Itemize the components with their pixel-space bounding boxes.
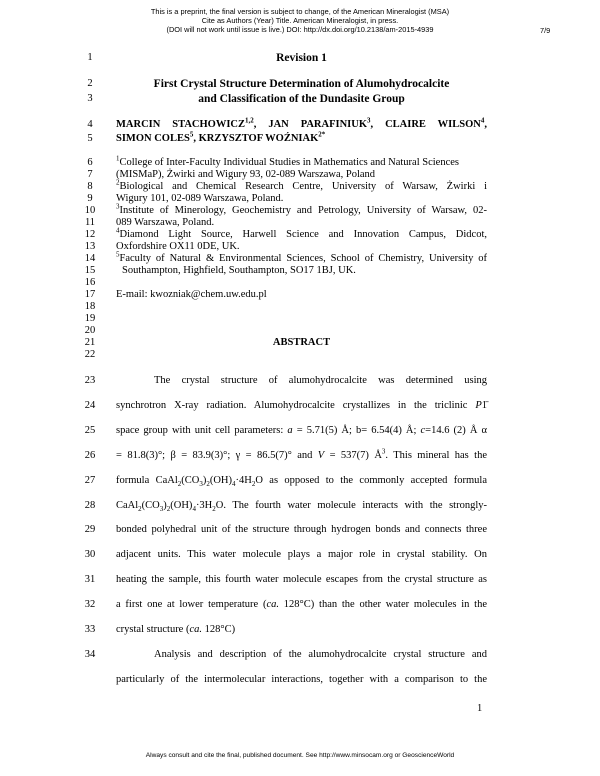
preprint-line-1: This is a preprint, the final version is subject to change, of the American Mineralogist (MSA) bbox=[150, 7, 450, 16]
affiliation-5-line-1 bbox=[116, 250, 487, 265]
line-number: 10 bbox=[84, 205, 96, 216]
affiliation-5-line-2: Southampton, Highfield, Southampton, SO17 1BJ, UK. bbox=[122, 265, 356, 276]
line-number: 14 bbox=[84, 253, 96, 264]
text-run: 128°C) bbox=[202, 624, 236, 635]
subscript: 2 bbox=[251, 480, 256, 489]
text-run: (OH) bbox=[170, 500, 193, 511]
line-number: 13 bbox=[84, 241, 96, 252]
footer-notice: Always consult and cite the final, published document. See http://www.minsocam.org or GeoscienceWorld bbox=[145, 752, 455, 759]
text-run: ca. bbox=[266, 599, 280, 610]
subscript: 3 bbox=[159, 505, 164, 514]
affiliation-2-line-2: Wigury 101, 02-089 Warszawa, Poland. bbox=[116, 193, 284, 204]
space-group-symbol: 1̄ bbox=[481, 400, 487, 411]
space-group-symbol: P bbox=[475, 400, 482, 411]
line-number: 32 bbox=[84, 599, 96, 610]
line-number: 30 bbox=[84, 549, 96, 560]
text-run: synchrotron X-ray radiation. Alumohydrocalcite crystallizes in the triclinic bbox=[116, 400, 476, 411]
line-number: 24 bbox=[84, 400, 96, 411]
affiliation-mark: 4 bbox=[116, 226, 120, 235]
preprint-line-3: (DOI will not work until issue is live.) DOI: http://dx.doi.org/10.2138/am-2015-4939 bbox=[166, 25, 434, 34]
affiliation-4-line-2: Oxfordshire OX11 0DE, UK. bbox=[116, 241, 240, 252]
affiliation-1-line-2: (MISMaP), Żwirki and Wigury 93, 02-089 Warszawa, Poland bbox=[116, 169, 376, 180]
text-run: . This mineral has the bbox=[385, 450, 487, 461]
abstract-line-24 bbox=[116, 425, 487, 437]
affiliation-mark: 3 bbox=[116, 202, 120, 211]
subscript: 4 bbox=[192, 505, 196, 514]
subscript: 2 bbox=[177, 480, 182, 489]
text-run: (CO bbox=[181, 475, 200, 486]
abstract-line-31 bbox=[116, 599, 487, 611]
text-run: (CO bbox=[141, 500, 160, 511]
subscript: 2 bbox=[138, 505, 142, 514]
line-number: 17 bbox=[84, 289, 96, 300]
line-number: 16 bbox=[84, 277, 96, 288]
text-run: space group with unit cell parameters: bbox=[116, 425, 288, 436]
affiliation-1-line-1 bbox=[116, 154, 487, 169]
abstract-heading: ABSTRACT bbox=[272, 337, 331, 348]
line-number: 18 bbox=[84, 301, 96, 312]
line-number: 28 bbox=[84, 500, 96, 511]
line-number: 2 bbox=[87, 78, 93, 89]
abstract-line-27 bbox=[116, 500, 487, 512]
affiliation-text: Faculty of Natural & Environmental Sciences, School of Chemistry, University of bbox=[119, 253, 487, 264]
line-number: 6 bbox=[87, 157, 93, 168]
subscript: 3 bbox=[199, 480, 203, 489]
abstract-line-22: The crystal structure of alumohydrocalcite was determined using bbox=[154, 375, 487, 386]
author-line-1: MARCIN STACHOWICZ$^{1,2}$, JAN PARAFINIUK$^3$, CLAIRE WILSON$^4$, bbox=[116, 116, 487, 130]
affiliation-text: Biological and Chemical Research Centre, University of Warsaw, Żwirki i bbox=[119, 181, 487, 192]
line-number: 29 bbox=[84, 524, 96, 535]
line-number: 33 bbox=[84, 624, 96, 635]
line-number: 26 bbox=[84, 450, 96, 461]
preprint-line-2: Cite as Authors (Year) Title. American Mineralogist, in press. bbox=[201, 16, 399, 25]
text-run: O as opposed to the commonly accepted formula bbox=[255, 475, 487, 486]
author-name: , JAN PARAFINIUK bbox=[253, 119, 368, 130]
affiliation-mark: 2 bbox=[116, 178, 120, 187]
text-run: ·4H bbox=[235, 475, 252, 486]
author-name: , KRZYSZTOF WOŹNIAK bbox=[193, 133, 319, 144]
abstract-line-30: heating the sample, this fourth water molecule escapes from the crystal structure as bbox=[116, 574, 487, 585]
affiliation-3-line-1 bbox=[116, 202, 487, 217]
line-number: 3 bbox=[87, 93, 93, 104]
variable: a bbox=[287, 425, 293, 436]
affiliation-text: Institute of Minerology, Geochemistry and Petrology, University of Warsaw, 02- bbox=[119, 205, 487, 216]
revision-label: Revision 1 bbox=[276, 52, 327, 64]
header-date: 7/9 bbox=[540, 26, 551, 35]
author-affiliation-mark: 4 bbox=[480, 116, 485, 125]
line-number: 5 bbox=[87, 133, 93, 144]
text-run: ) bbox=[202, 475, 207, 486]
abstract-line-23 bbox=[116, 400, 487, 412]
text-run: 128°C) than the other water molecules in the bbox=[279, 599, 488, 610]
affiliation-4-line-1 bbox=[116, 226, 487, 241]
preprint-notice bbox=[100, 7, 500, 34]
author-affiliation-mark: 1,2 bbox=[245, 116, 254, 125]
line-number: 25 bbox=[84, 425, 96, 436]
text-run: ) bbox=[163, 500, 167, 511]
variable: V bbox=[317, 450, 325, 461]
author-name: , CLAIRE WILSON bbox=[370, 119, 481, 130]
abstract-line-32 bbox=[116, 624, 487, 636]
line-number: 34 bbox=[84, 649, 96, 660]
line-number: 9 bbox=[87, 193, 93, 204]
abstract-line-25 bbox=[116, 447, 487, 462]
body-line-34: particularly of the intermolecular interactions, together with a comparison to the bbox=[116, 674, 487, 685]
paper-title-line-1: First Crystal Structure Determination of Alumohydrocalcite bbox=[153, 78, 450, 90]
text-run: a first one at lower temperature ( bbox=[116, 599, 267, 610]
line-number: 23 bbox=[84, 375, 96, 386]
affiliation-mark: 1 bbox=[116, 154, 120, 163]
line-number: 4 bbox=[87, 119, 93, 130]
author-line-2 bbox=[116, 130, 487, 145]
affiliation-text: College of Inter-Faculty Individual Studies in Mathematics and Natural Sciences bbox=[119, 157, 459, 168]
text-run: CaAl bbox=[116, 500, 139, 511]
subscript: 4 bbox=[232, 480, 236, 489]
author-name: MARCIN STACHOWICZ bbox=[116, 119, 246, 130]
line-number: 19 bbox=[84, 313, 96, 324]
affiliation-text: Diamond Light Source, Harwell Science and Innovation Campus, Didcot, bbox=[119, 229, 487, 240]
line-number: 22 bbox=[84, 349, 96, 360]
abstract-line-29: adjacent units. This water molecule plays a major role in crystal stability. On bbox=[116, 549, 487, 560]
abstract-line-28: bonded polyhedral unit of the structure through hydrogen bonds and connects three bbox=[116, 524, 487, 535]
line-number: 1 bbox=[87, 52, 93, 63]
line-number: 12 bbox=[84, 229, 96, 240]
author-name: SIMON COLES bbox=[116, 133, 190, 144]
author-affiliation-mark: 3 bbox=[367, 116, 371, 125]
affiliation-2-line-1 bbox=[116, 178, 487, 193]
page-number: 1 bbox=[477, 703, 483, 714]
text-run: = 81.8(3)°; β = 83.9(3)°; γ = 86.5(7)° and bbox=[116, 450, 318, 461]
text-run: =14.6 (2) Å α bbox=[425, 425, 487, 436]
subscript: 2 bbox=[206, 480, 210, 489]
line-number: 27 bbox=[84, 475, 96, 486]
abstract-line-26 bbox=[116, 475, 487, 487]
line-number: 31 bbox=[84, 574, 96, 585]
line-number: 8 bbox=[87, 181, 93, 192]
text-run: (OH) bbox=[209, 475, 233, 486]
variable: c bbox=[420, 425, 426, 436]
author-affiliation-mark: 2* bbox=[318, 130, 326, 139]
superscript: 3 bbox=[381, 447, 386, 456]
line-number: 21 bbox=[84, 337, 96, 348]
text-run: ·3H bbox=[195, 500, 213, 511]
text-run: ca. bbox=[189, 624, 203, 635]
subscript: 2 bbox=[212, 505, 216, 514]
text-run: = 537(7) Å bbox=[324, 450, 382, 461]
subscript: 2 bbox=[166, 505, 171, 514]
line-number: 15 bbox=[84, 265, 96, 276]
line-number: 7 bbox=[87, 169, 93, 180]
text-run: O. The fourth water molecule interacts with the strongly- bbox=[215, 500, 487, 511]
affiliation-mark: 5 bbox=[116, 250, 120, 259]
line-number: 11 bbox=[84, 217, 96, 228]
paper-title-line-2: and Classification of the Dundasite Group bbox=[198, 93, 405, 105]
affiliation-3-line-2: 089 Warszawa, Poland. bbox=[116, 217, 215, 228]
corresponding-email: E-mail: kwozniak@chem.uw.edu.pl bbox=[116, 289, 267, 300]
text-run: formula CaAl bbox=[116, 475, 178, 486]
body-line-33: Analysis and description of the alumohydrocalcite crystal structure and bbox=[154, 649, 487, 660]
line-number: 20 bbox=[84, 325, 96, 336]
text-run: = 5.71(5) Å; b= 6.54(4) Å; bbox=[292, 425, 421, 436]
text-run: crystal structure ( bbox=[116, 624, 190, 635]
author-affiliation-mark: 5 bbox=[189, 130, 194, 139]
